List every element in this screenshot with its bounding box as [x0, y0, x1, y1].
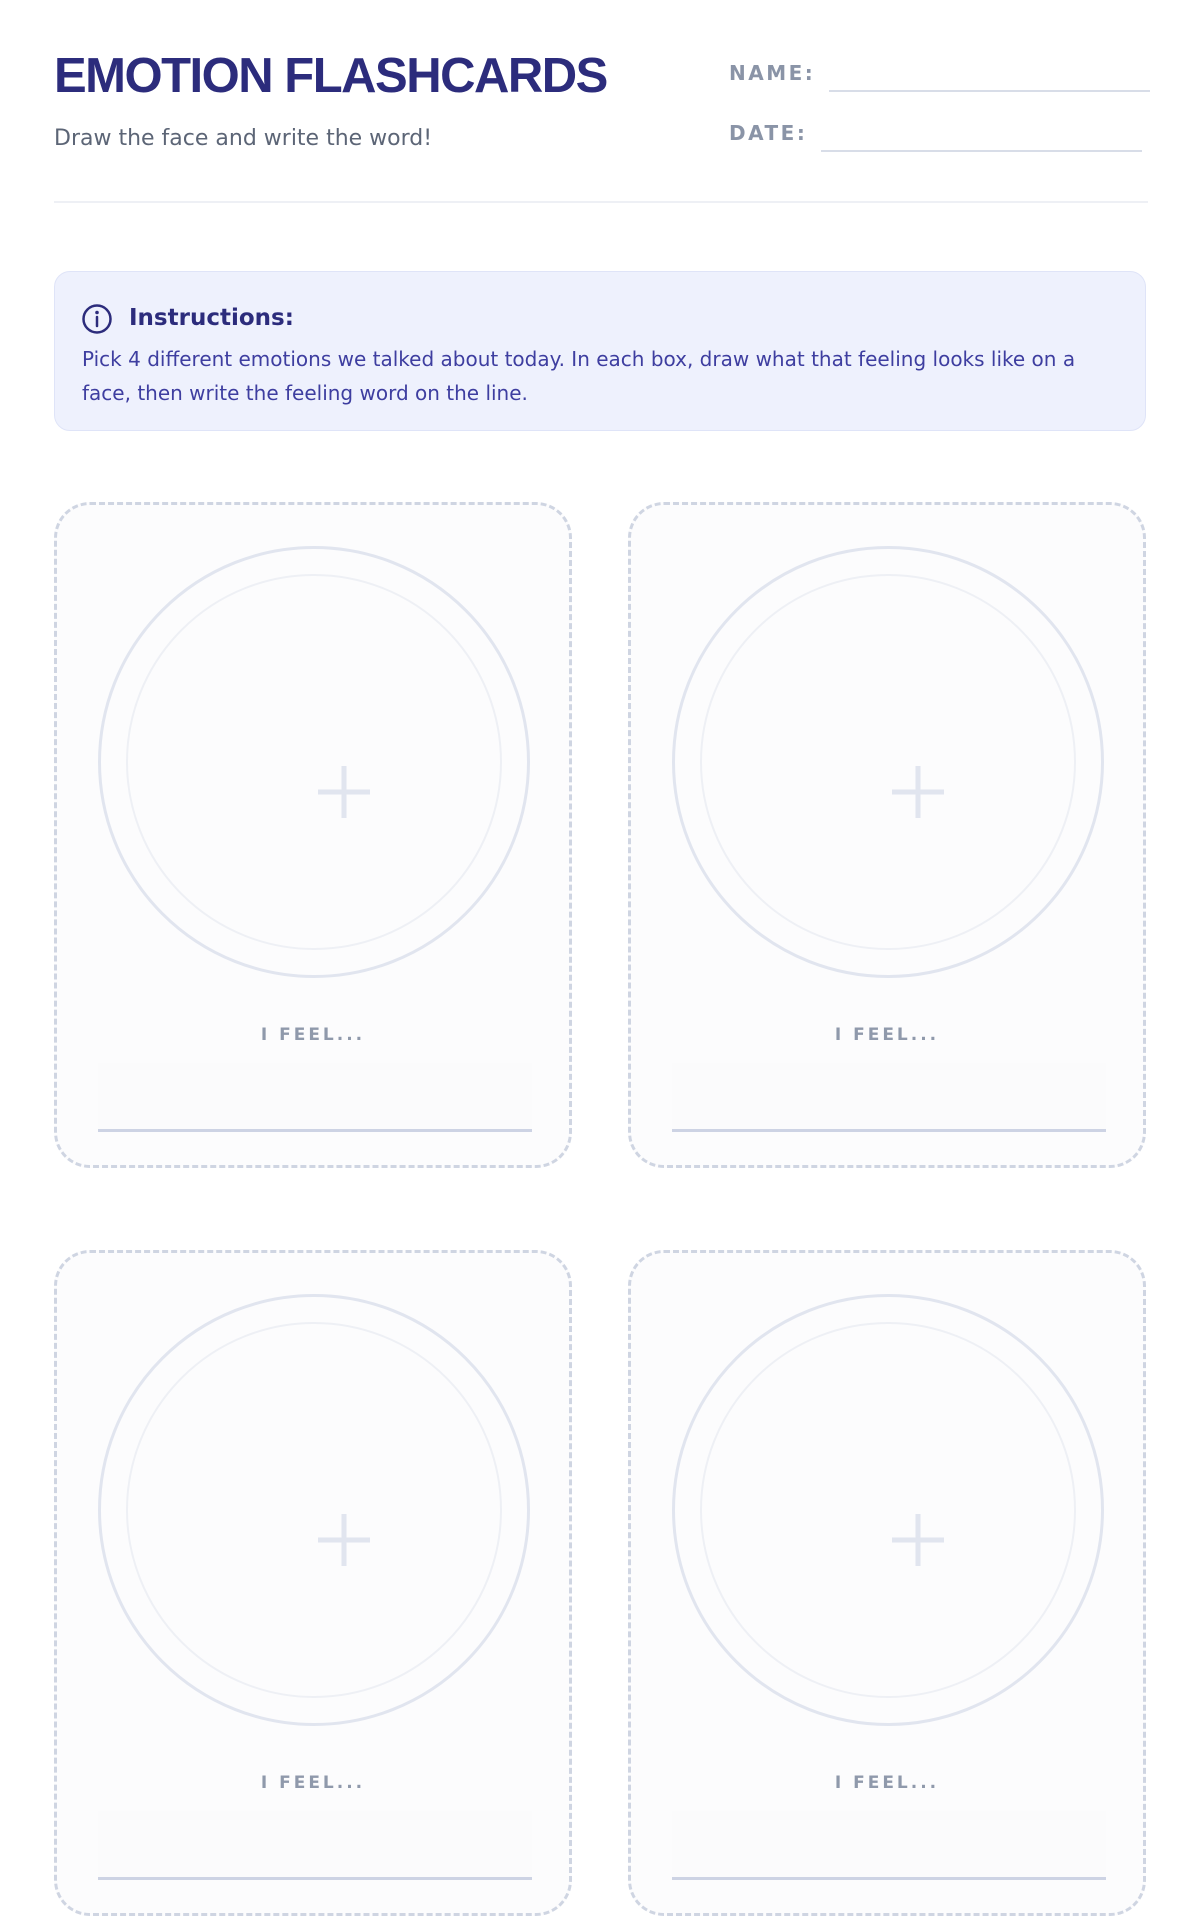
- flashcard: [628, 502, 1146, 1168]
- feel-prompt: I FEEL...: [260, 1773, 366, 1793]
- name-label: NAME:: [729, 61, 816, 85]
- plus-icon: [316, 764, 372, 820]
- instructions-box: [54, 271, 1146, 431]
- flashcard: [54, 502, 572, 1168]
- face-inner-ring: [126, 1322, 502, 1698]
- date-label: DATE:: [729, 121, 808, 145]
- plus-icon: [316, 1512, 372, 1568]
- face-drawing-area[interactable]: [672, 546, 1104, 978]
- flashcard: [54, 1250, 572, 1916]
- name-line[interactable]: [829, 90, 1150, 92]
- instructions-title: Instructions:: [129, 305, 294, 331]
- feeling-word-input[interactable]: [672, 1811, 1106, 1880]
- face-inner-ring: [700, 1322, 1076, 1698]
- feeling-word-input[interactable]: [98, 1063, 532, 1132]
- flashcard: [628, 1250, 1146, 1916]
- date-line[interactable]: [821, 150, 1142, 152]
- instructions-text: Pick 4 different emotions we talked about today. In each box, draw what that feeling looks like on a face, then write the feeling word on the line.: [82, 347, 1076, 405]
- header-divider: [54, 201, 1148, 203]
- plus-icon: [890, 764, 946, 820]
- info-icon: [81, 303, 113, 335]
- face-drawing-area[interactable]: [98, 546, 530, 978]
- face-inner-ring: [700, 574, 1076, 950]
- feel-prompt: I FEEL...: [834, 1773, 940, 1793]
- page-title: EMOTION FLASHCARDS: [54, 49, 607, 103]
- page-subtitle: Draw the face and write the word!: [54, 126, 433, 151]
- face-drawing-area[interactable]: [672, 1294, 1104, 1726]
- feel-prompt: I FEEL...: [834, 1025, 940, 1045]
- plus-icon: [890, 1512, 946, 1568]
- face-inner-ring: [126, 574, 502, 950]
- feel-prompt: I FEEL...: [260, 1025, 366, 1045]
- feeling-word-input[interactable]: [672, 1063, 1106, 1132]
- face-drawing-area[interactable]: [98, 1294, 530, 1726]
- feeling-word-input[interactable]: [98, 1811, 532, 1880]
